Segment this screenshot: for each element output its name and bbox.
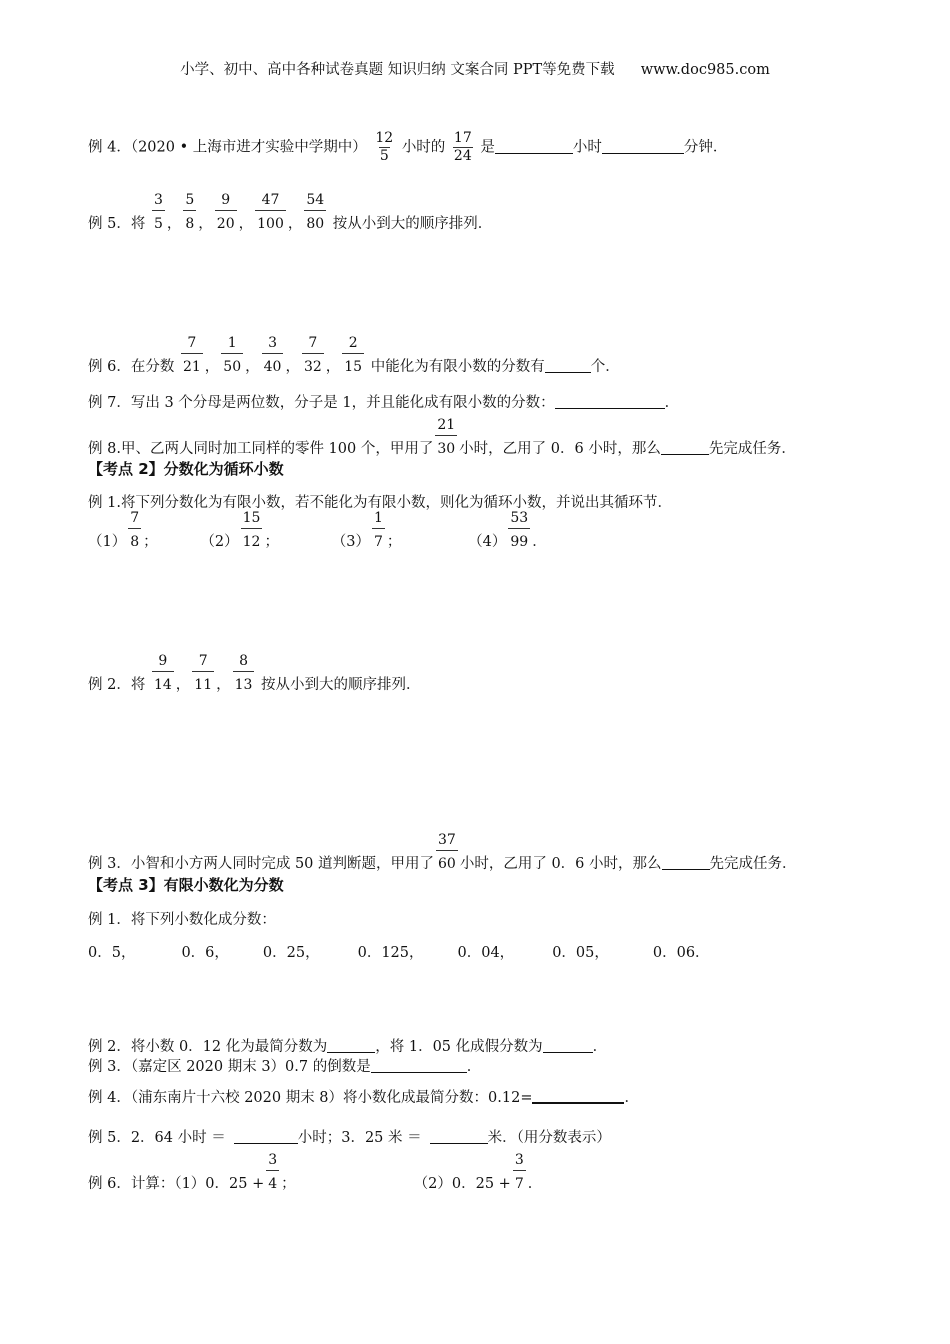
header-text: 小学、初中、高中各种试卷真题 知识归纳 文案合同 PPT等免费下载 [180,62,615,78]
header-url[interactable]: www.doc985.com [640,62,770,78]
example-2-decimal [88,1035,607,1056]
text: 小时的 [401,139,446,156]
example-7 [88,391,679,412]
text: ； [281,1176,296,1192]
section-title-kd3: 【考点 3】有限小数化为分数 [88,876,284,894]
example-3-judgment [88,832,797,873]
fraction: 9 20 [216,192,235,232]
example-8 [88,417,796,458]
answer-blank[interactable] [661,440,709,455]
text: 例 6．计算：（1）0．25 + [88,1176,265,1192]
decimal-value: 0．6， [181,945,229,961]
fraction: $\frac{17}{24}$ [453,130,472,164]
separator: ， [238,216,254,232]
sub-item: （2） 15 12 ； [207,510,279,550]
fraction: 53 99 [510,510,529,550]
text: 小时 [572,139,602,156]
separator: ， [287,216,303,232]
decimal-value: 0．06． [652,945,710,961]
decimal-value: 0．125， [357,945,424,961]
text: 按从小到大的顺序排列． [332,216,493,232]
text: ． [466,1059,482,1075]
sub-item: （3） 1 7 ； [338,510,402,550]
text: ． [527,1176,543,1192]
text: 例 2．将小数 0．12 化为最简分数为 [88,1039,328,1055]
separator: ， [204,359,220,375]
fraction: 7 11 [194,653,213,693]
text: 米．（用分数表示） [487,1130,611,1146]
separator: ， [285,359,300,375]
answer-blank[interactable] [545,358,591,373]
separator: ， [166,216,182,232]
answer-blank[interactable] [555,394,665,409]
fraction: 7 8 [130,510,140,550]
text: 例 4．（浦东南片十六校 2020 期末 8）将小数化成最简分数：0.12= [88,1090,533,1106]
fraction-list [150,192,328,232]
fraction: 9 14 [153,653,172,693]
answer-blank[interactable] [532,1088,624,1104]
text: 个． [590,359,620,375]
text: 先完成任务． [708,441,796,457]
section-title-kd2: 【考点 2】分数化为循环小数 [88,460,284,478]
text: 先完成任务． [709,856,797,872]
fraction-list [150,653,256,693]
decimal-list [88,941,710,962]
example-6-terminating-fractions [88,335,620,376]
answer-blank[interactable] [371,1058,467,1073]
ex5-label: 例 5．将 [88,216,146,232]
text: ． [624,1090,639,1106]
fraction: 7 32 [303,335,322,375]
fraction: 37 60 [438,832,456,872]
example-3-reciprocal [88,1055,481,1076]
fraction: 3 4 [268,1152,278,1192]
answer-blank[interactable] [234,1129,298,1144]
answer-blank[interactable] [495,139,573,154]
decimal-value: 0．25， [262,945,320,961]
text: 例 5．2．64 小时 ＝ [88,1130,226,1146]
fraction: 1 7 [373,510,383,550]
fraction: 1 50 [223,335,242,375]
text: ． [592,1039,608,1055]
text: 例 8.甲、乙两人同时加工同样的零件 100 个，甲用了 [88,441,434,457]
example-6-calculation [88,1152,543,1193]
ex6-label: 例 6．在分数 [88,359,175,375]
text: 小时；3．25 米 ＝ [297,1130,422,1146]
fraction: 8 13 [234,653,253,693]
fraction: 54 80 [306,192,325,232]
fraction-list [179,335,366,375]
answer-blank[interactable] [602,139,684,154]
decimal-value: 0．04， [457,945,515,961]
text: 分钟． [683,139,728,156]
example-4-fraction-time [88,130,727,165]
fraction: 2 15 [344,335,363,375]
text: ，将 1．05 化成假分数为 [375,1039,543,1055]
fraction: 3 40 [263,335,282,375]
text: 中能化为有限小数的分数有 [370,359,545,375]
example-2-order-fractions [88,653,421,694]
example-1-decimal-to-fraction: 例 1．将下列小数化成分数： [88,912,276,928]
separator: ， [175,677,191,693]
example-1-recurring: 例 1.将下列分数化为有限小数，若不能化为有限小数，则化为循环小数，并说出其循环节． [88,495,672,511]
ex4-label: 例 4．（2020 • 上海市进才实验中学期中） [88,139,367,156]
text: 按从小到大的顺序排列． [261,677,421,693]
ex2-label: 例 2．将 [88,677,146,693]
text: 例 3．（嘉定区 2020 期末 3）0.7 的倒数是 [88,1059,371,1075]
sub-item: （1） 7 8 ； [88,510,158,550]
answer-blank[interactable] [662,855,710,870]
text: 例 7．写出 3 个分母是两位数，分子是 1，并且能化成有限小数的分数： [88,395,555,411]
text: 例 3．小智和小方两人同时完成 50 道判断题，甲用了 [88,856,435,872]
fraction: 47 100 [257,192,284,232]
example-4-simplest-fraction [88,1086,639,1107]
example-5-order-fractions [88,192,493,233]
answer-blank[interactable] [327,1038,375,1053]
text: ． [664,395,680,411]
fraction: 7 21 [182,335,201,375]
fraction: 3 5 [153,192,163,232]
text: 小时，乙用了 0．6 小时，那么 [459,441,661,457]
answer-blank[interactable] [430,1129,488,1144]
page-header [0,58,950,79]
text: 小时，乙用了 0．6 小时，那么 [459,856,662,872]
text: （2）0．25 + [413,1176,511,1192]
fraction: 15 12 [242,510,261,550]
example-1-items [88,510,547,551]
separator: ， [325,359,341,375]
fraction: $\frac{12}{5}$ [375,130,394,164]
fraction: 21 30 [437,417,456,457]
separator: ， [198,216,213,232]
sub-item: （4） 53 99 ． [475,510,547,550]
decimal-value: 0．5， [88,945,136,961]
separator: ， [245,359,260,375]
fraction: 3 7 [514,1152,524,1192]
answer-blank[interactable] [543,1038,593,1053]
text: 是 [480,139,495,156]
separator: ， [216,677,231,693]
decimal-value: 0．05， [552,945,609,961]
fraction: 5 8 [185,192,195,232]
example-5-units [88,1126,611,1147]
